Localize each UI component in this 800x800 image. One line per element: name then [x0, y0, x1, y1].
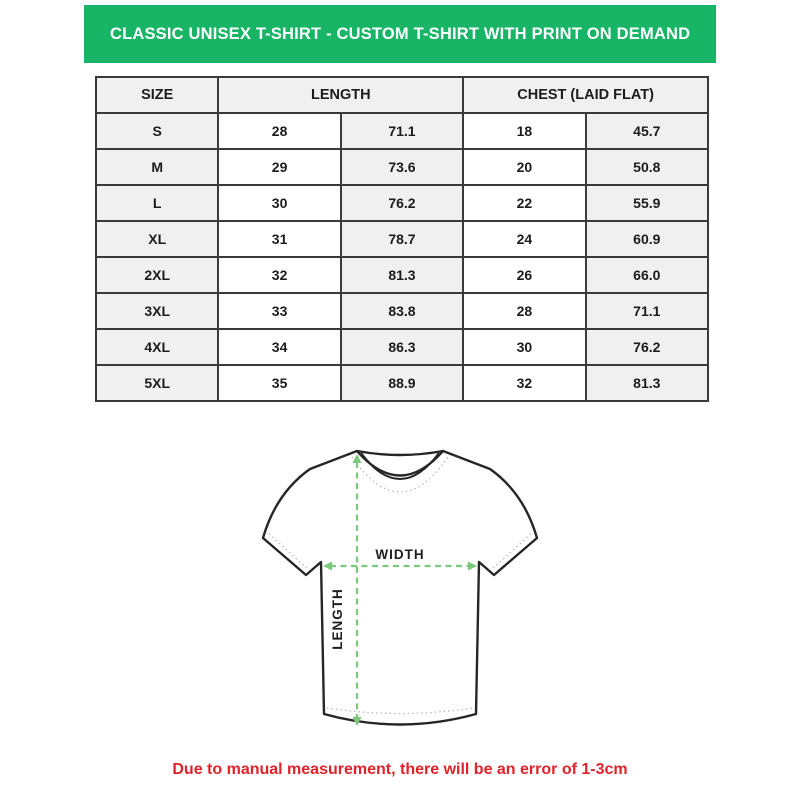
table-row: [96, 365, 708, 401]
length-cm-cell: 83.8: [341, 293, 463, 329]
length-cm-cell: 71.1: [341, 113, 463, 149]
size-cell: M: [96, 149, 218, 185]
length-in-cell: 31: [218, 221, 340, 257]
table-row: [96, 113, 708, 149]
size-column-header: SIZE: [96, 77, 218, 113]
length-cm-cell: 73.6: [341, 149, 463, 185]
length-cm-cell: 81.3: [341, 257, 463, 293]
length-in-cell: 35: [218, 365, 340, 401]
size-table-container: [95, 76, 709, 402]
table-row: [96, 329, 708, 365]
chest-in-cell: 22: [463, 185, 585, 221]
table-row: [96, 221, 708, 257]
tshirt-measurement-diagram: [250, 443, 550, 755]
title-banner: [84, 5, 716, 63]
size-cell: XL: [96, 221, 218, 257]
chest-cm-cell: 55.9: [586, 185, 708, 221]
length-cm-cell: 88.9: [341, 365, 463, 401]
chest-cm-cell: 60.9: [586, 221, 708, 257]
chest-cm-cell: 50.8: [586, 149, 708, 185]
table-row: [96, 257, 708, 293]
length-in-cell: 34: [218, 329, 340, 365]
length-cm-cell: 86.3: [341, 329, 463, 365]
table-row: [96, 149, 708, 185]
size-cell: S: [96, 113, 218, 149]
length-in-cell: 32: [218, 257, 340, 293]
chest-in-cell: 28: [463, 293, 585, 329]
chest-cm-cell: 66.0: [586, 257, 708, 293]
chest-in-cell: 30: [463, 329, 585, 365]
size-cell: 3XL: [96, 293, 218, 329]
chest-in-cell: 20: [463, 149, 585, 185]
page-title: CLASSIC UNISEX T-SHIRT - CUSTOM T-SHIRT WITH PRINT ON DEMAND: [109, 24, 691, 43]
measurement-disclaimer: Due to manual measurement, there will be an error of 1-3cm: [172, 761, 628, 778]
chest-cm-cell: 45.7: [586, 113, 708, 149]
size-cell: 5XL: [96, 365, 218, 401]
chest-in-cell: 18: [463, 113, 585, 149]
length-column-header: LENGTH: [218, 77, 463, 113]
chest-cm-cell: 71.1: [586, 293, 708, 329]
chest-column-header: CHEST (LAID FLAT): [463, 77, 708, 113]
size-cell: L: [96, 185, 218, 221]
length-in-cell: 30: [218, 185, 340, 221]
length-cm-cell: 76.2: [341, 185, 463, 221]
size-table: [95, 76, 709, 402]
tshirt-outline: [263, 451, 537, 725]
table-header-row: [96, 77, 708, 113]
length-in-cell: 33: [218, 293, 340, 329]
chest-cm-cell: 81.3: [586, 365, 708, 401]
length-in-cell: 28: [218, 113, 340, 149]
table-row: [96, 293, 708, 329]
chest-in-cell: 32: [463, 365, 585, 401]
size-cell: 4XL: [96, 329, 218, 365]
size-cell: 2XL: [96, 257, 218, 293]
table-row: [96, 185, 708, 221]
chest-cm-cell: 76.2: [586, 329, 708, 365]
width-label: WIDTH: [375, 547, 425, 562]
chest-in-cell: 24: [463, 221, 585, 257]
length-in-cell: 29: [218, 149, 340, 185]
length-cm-cell: 78.7: [341, 221, 463, 257]
length-label: LENGTH: [330, 588, 345, 650]
chest-in-cell: 26: [463, 257, 585, 293]
